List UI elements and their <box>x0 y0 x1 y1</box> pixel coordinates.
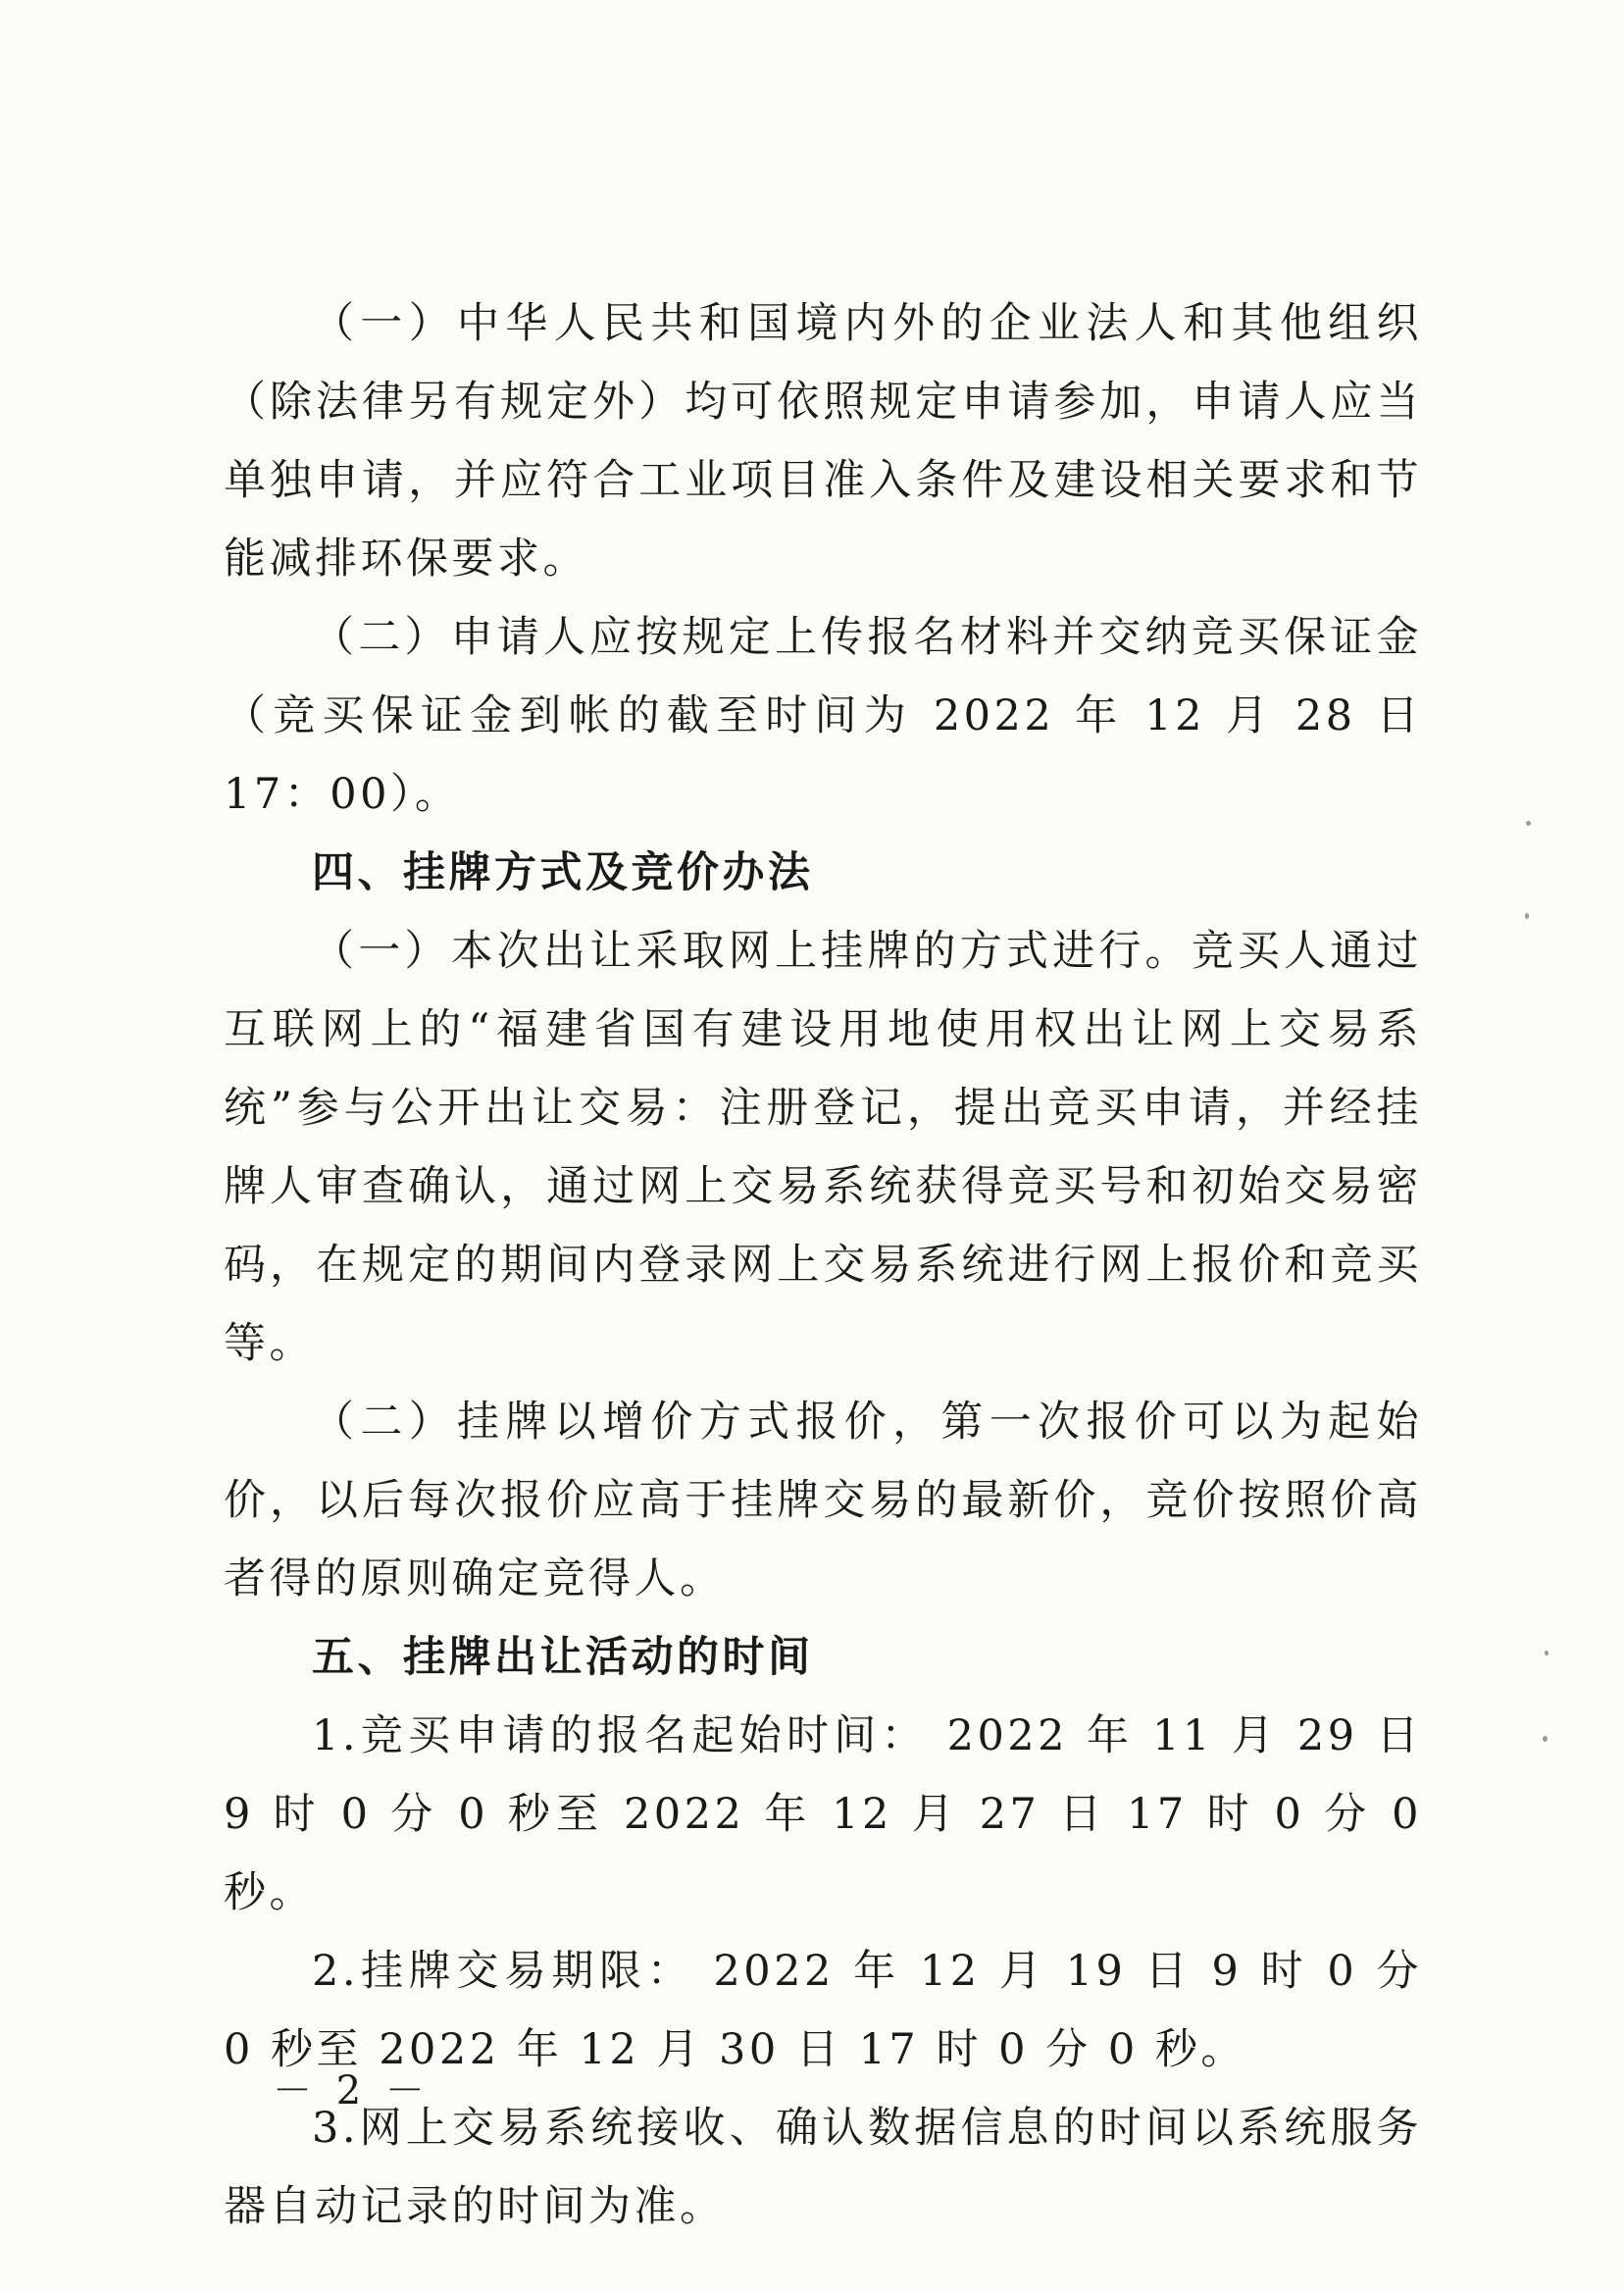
scan-speck <box>1525 913 1529 919</box>
section-heading-listing-method: 四、挂牌方式及竞价办法 <box>312 848 814 897</box>
scan-speck <box>1543 1736 1548 1742</box>
scan-speck <box>1526 821 1531 826</box>
document-body <box>224 284 1422 2246</box>
paragraph-online-listing: （一）本次出让采取网上挂牌的方式进行。竞买人通过互联网上的“福建省国有建设用地使用权出让网上交易系统”参与公开出让交易：注册登记，提出竞买申请，并经挂牌人审查确认，通过网上交易系统获得竞买号和初始交易密码，在规定的期间内登录网上交易系统进行网上报价和竞买等。 <box>224 927 1422 1368</box>
paragraph-listing-period: 2.挂牌交易期限： 2022 年 12 月 19 日 9 时 0 分 0 秒至 2022 年 12 月 30 日 17 时 0 分 0 秒。 <box>224 1947 1422 2074</box>
page-number: － 2 － <box>273 2068 431 2113</box>
paragraph-server-time: 3.网上交易系统接收、确认数据信息的时间以系统服务器自动记录的时间为准。 <box>224 2104 1422 2231</box>
scan-speck <box>1545 1651 1548 1655</box>
paragraph-eligibility: （一）中华人民共和国境内外的企业法人和其他组织（除法律另有规定外）均可依照规定申请参加，申请人应当单独申请，并应符合工业项目准入条件及建设相关要求和节能减排环保要求。 <box>224 299 1422 584</box>
section-heading-schedule: 五、挂牌出让活动的时间 <box>312 1633 814 1682</box>
paragraph-deposit: （二）申请人应按规定上传报名材料并交纳竞买保证金（竞买保证金到帐的截至时间为 2022 年 12 月 28 日 17：00）。 <box>224 613 1422 819</box>
paragraph-bidding-rule: （二）挂牌以增价方式报价，第一次报价可以为起始价，以后每次报价应高于挂牌交易的最新价，竞价按照价高者得的原则确定竞得人。 <box>224 1398 1422 1604</box>
paragraph-registration-time: 1.竞买申请的报名起始时间： 2022 年 11 月 29 日 9 时 0 分 0 秒至 2022 年 12 月 27 日 17 时 0 分 0 秒。 <box>224 1711 1422 1917</box>
